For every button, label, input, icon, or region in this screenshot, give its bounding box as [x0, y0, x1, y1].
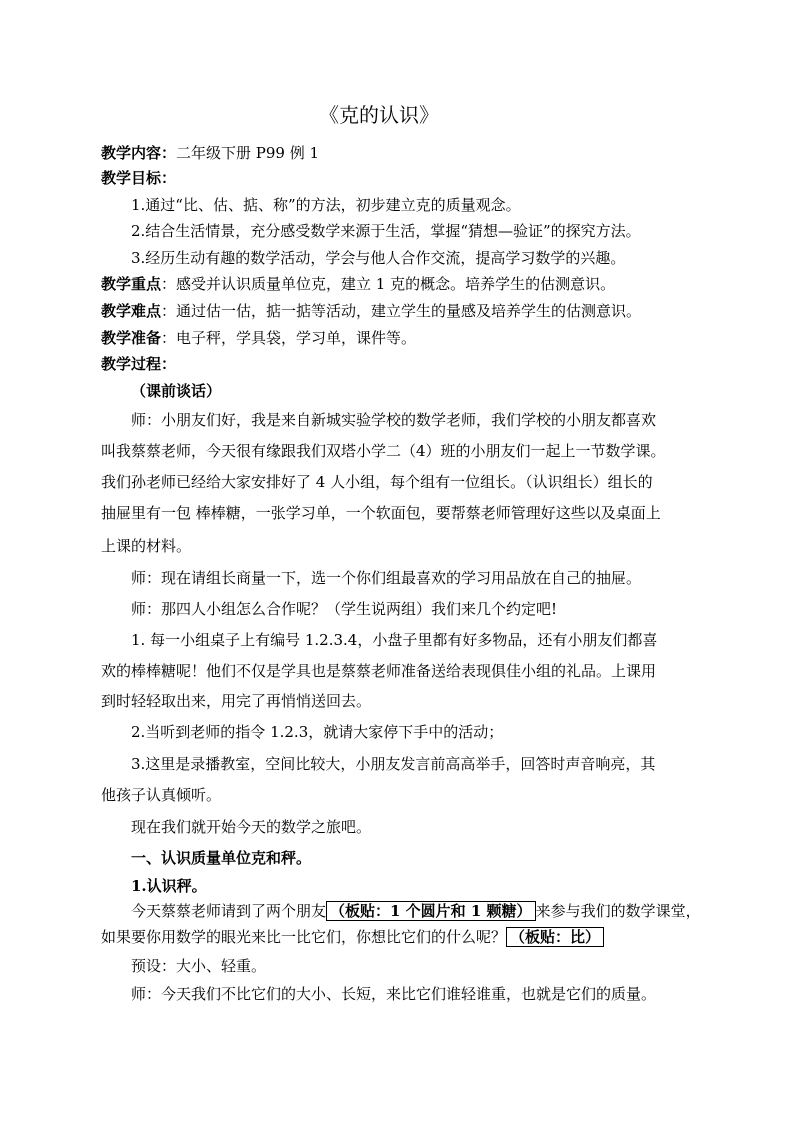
key-points-label: 教学重点: [101, 275, 162, 293]
board-note: （板贴：比）: [506, 927, 604, 947]
content-text: 二年级下册 P99 例 1: [176, 144, 320, 162]
goal-item: 1.通过“比、估、掂、称”的方法，初步建立克的质量观念。: [131, 196, 521, 214]
difficulties-label: 教学难点: [101, 302, 162, 320]
intro-line-1: 今天蔡蔡老师请到了两个朋友 （板贴：1 个圆片和 1 颗糖） 来参与我们的数学课堂，: [131, 902, 701, 920]
preparation-line: 教学准备：电子秤，学具袋，学习单，课件等。: [101, 329, 417, 347]
goal-item: 3.经历生动有趣的数学活动，学会与他人合作交流，提高学习数学的兴趣。: [131, 249, 626, 267]
paragraph-line: 2.当听到老师的指令 1.2.3，就请大家停下手中的活动；: [131, 723, 504, 741]
paragraph-line: 他孩子认真倾听。: [101, 786, 222, 804]
subsection-heading: 1.认识秤。: [131, 877, 207, 895]
section-heading: 一、认识质量单位克和秤。: [131, 849, 312, 867]
paragraph-line: 3.这里是录播教室，空间比较大，小朋友发言前高高举手，回答时声音响亮，其: [131, 755, 656, 773]
paragraph-line: 欢的棒棒糖呢！他们不仅是学具也是蔡蔡老师准备送给表现俱佳小组的礼品。上课用: [101, 662, 657, 680]
paragraph-line: 师：现在请组长商量一下，选一个你们组最喜欢的学习用品放在自己的抽屉。: [131, 569, 642, 587]
paragraph-line: 1. 每一小组桌子上有编号 1.2.3.4，小盘子里都有好多物品，还有小朋友们都喜: [131, 631, 658, 649]
content-label: 教学内容：: [101, 144, 177, 162]
paragraph-line: 我们孙老师已经给大家安排好了 4 人小组，每个组有一位组长。（认识组长）组长的: [101, 473, 653, 491]
goals-label: 教学目标：: [101, 169, 177, 187]
preparation-label: 教学准备: [101, 329, 162, 347]
goal-item: 2.结合生活情景，充分感受数学来源于生活，掌握“猜想—验证”的探究方法。: [131, 222, 641, 240]
difficulties-line: 教学难点：通过估一估，掂一掂等活动，建立学生的量感及培养学生的估测意识。: [101, 302, 642, 320]
content-line: [101, 143, 319, 163]
paragraph-line: 师：小朋友们好，我是来自新城实验学校的数学老师，我们学校的小朋友都喜欢: [131, 411, 657, 429]
paragraph-line: 现在我们就开始今天的数学之旅吧。: [131, 818, 372, 836]
paragraph-line: 师：那四人小组怎么合作呢？（学生说两组）我们来几个约定吧!: [131, 600, 558, 618]
board-note: （板贴：1 个圆片和 1 颗糖）: [326, 901, 536, 921]
pre-class-label: （课前谈话）: [131, 382, 222, 400]
page-title: 《克的认识》: [319, 103, 439, 127]
paragraph-line: 到时轻轻取出来，用完了再悄悄送回去。: [101, 692, 372, 710]
intro-line-2: 如果要你用数学的眼光来比一比它们，你想比它们的什么呢？ （板贴：比）: [101, 927, 604, 947]
paragraph-line: 抽屉里有一包 棒棒糖，一张学习单，一个软面包，要帮蔡老师管理好这些以及桌面上: [101, 504, 661, 522]
key-points-line: 教学重点：感受并认识质量单位克，建立 1 克的概念。培养学生的估测意识。: [101, 275, 616, 293]
paragraph-line: 上课的材料。: [101, 537, 192, 555]
paragraph-line: 叫我蔡蔡老师，今天很有缘跟我们双塔小学二（4）班的小朋友们一起上一节数学课。: [101, 442, 666, 460]
process-label: 教学过程：: [101, 355, 177, 373]
preset-line: 预设：大小、轻重。: [131, 957, 267, 975]
teacher-line: 师：今天我们不比它们的大小、长短，来比它们谁轻谁重，也就是它们的质量。: [131, 985, 657, 1003]
